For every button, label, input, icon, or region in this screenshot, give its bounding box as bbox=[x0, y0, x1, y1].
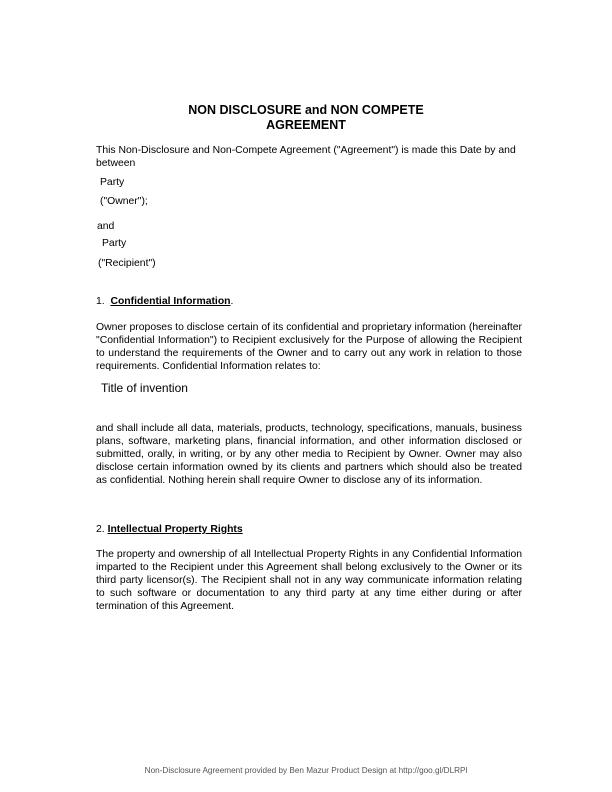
section-1-paragraph-2: and shall include all data, materials, products, technology, specifications, manuals, business plans, software, marketing plans, financial information, and other information disclosed or submitted, orally, in writing, or by any other media to Recipient by Owner. Owner may also disclose certain information owned by its clients and partners which should also be treated as confidential. Nothing herein shall require Owner to disclose any of its information. bbox=[96, 423, 522, 486]
section-2-paragraph-1: The property and ownership of all Intellectual Property Rights in any Confidential Information imparted to the Recipient under this Agreement shall belong exclusively to the Owner or its third party licensor(s). The Recipient shall not in any way communicate information relating to such software or documentation to any third party at any time either during or after termination of this Agreement. bbox=[96, 549, 522, 612]
section-1-heading bbox=[96, 296, 233, 309]
recipient-party-field: Party bbox=[102, 238, 127, 249]
page-footer: Non-Disclosure Agreement provided by Ben Mazur Product Design at http://goo.gl/DLRPl bbox=[144, 766, 468, 775]
invention-title-field: Title of invention bbox=[101, 381, 188, 395]
owner-label: ("Owner"); bbox=[100, 196, 148, 207]
owner-party-field: Party bbox=[100, 177, 125, 188]
section-2-number: 2. bbox=[96, 524, 105, 535]
section-2-heading bbox=[96, 524, 243, 537]
and-connector: and bbox=[97, 221, 115, 232]
section-1-paragraph-1: Owner proposes to disclose certain of its confidential and proprietary information (hereinafter "Confidential Information") to Recipient exclusively for the Purpose of allowing the Recipient to understand the requirements of the Owner and to carry out any work in relation to those requirements. Confidential Information relates to: bbox=[96, 322, 522, 372]
document-title-line1: NON DISCLOSURE and NON COMPETE bbox=[188, 103, 424, 117]
section-1-title: Confidential Information bbox=[110, 296, 231, 307]
recipient-label: ("Recipient") bbox=[98, 258, 156, 269]
intro-paragraph: This Non-Disclosure and Non-Compete Agreement ("Agreement") is made this Date by and between bbox=[96, 145, 516, 169]
section-2-title: Intellectual Property Rights bbox=[107, 524, 243, 535]
document-title-line2: AGREEMENT bbox=[266, 118, 346, 132]
section-1-title-suffix: . bbox=[230, 296, 234, 307]
section-1-number: 1. bbox=[96, 296, 105, 307]
